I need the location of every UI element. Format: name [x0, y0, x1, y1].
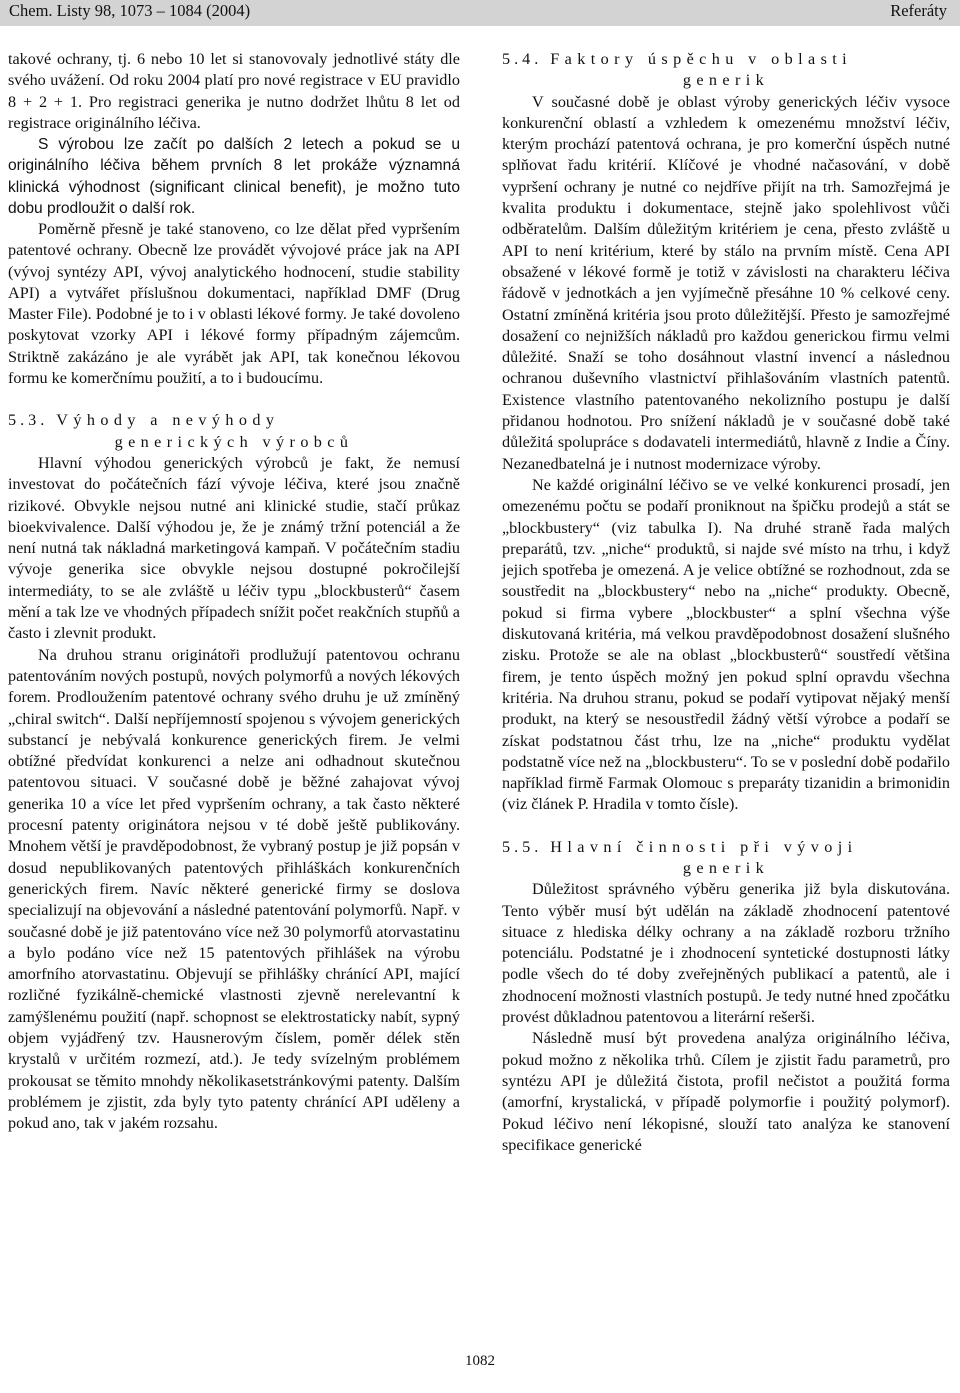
section-label: Referáty: [890, 1, 947, 20]
section-heading-5-5: [502, 837, 950, 880]
heading-line: Výhody a nevýhody: [56, 411, 280, 430]
journal-citation: Chem. Listy 98, 1073 – 1084 (2004): [9, 1, 251, 20]
heading-line: Hlavní činnosti při vývoji: [550, 837, 858, 856]
heading-line: generických výrobců: [114, 432, 354, 451]
paragraph: Poměrně přesně je také stanoveno, co lze dělat před vypršením patentové ochrany. Obecně lze provádět vývojové práce jak na API (vývoj syntézy API, vývoj analytického hodnocení, studie stability API) a vytvářet příslušnou dokumentaci, například DMF (Drug Master File). Podobné je to i v oblasti lékové formy. Je také dovoleno poskytovat vzorky API i lékové formy případným zájemcům. Striktně zakázáno je ale vyrábět jak API, tak konečnou lékovou formu ke komerčnímu použití, a to i budoucímu.: [8, 220, 460, 388]
right-column: [502, 49, 950, 1156]
section-number: 5.3.: [8, 411, 49, 430]
paragraph: V současné době je oblast výroby generických léčiv vysoce konkurenční oblastí a vzhledem k omezenému množství léčiv, kterým prochází patentová ochrana, je pro komerční úspěch nutné splňovat řadu kritérií. Klíčové je vhodné načasování, v době vypršení ochrany je nutné co nejdříve přijít na trh. Samozřejmá je kvalita produktu i dokumentace, stejně jako spolehlivost vůči odběratelům. Dalším důležitým kritériem je cena, přesto zvláště u API to není kritérium, které by stálo na prvním místě. Cena API obsažené v lékové formě je totiž v závislosti na charakteru léčiva řádově v jednotkách a jen vyjímečně přesáhne 10 % celkové ceny. Ostatní zmíněná kritéria jsou proto důležitější. Přesto je samozřejmé dosažení co nejnižších nákladů pro každou generickou firmu velmi důležité. Snaží se toho dosáhnout vlastní invencí a následnou ochranou duševního vlastnictví přihlašováním vlastních patentů. Existence vlastního patentovaného nekolizního postupu je další přidanou hodnotou. Pro snížení nákladů je v současné době také důležitá spolupráce s dodavateli intermediátů, hlavně z Indie a Číny. Nezanedbatelná je i nutnost modernizace výroby.: [502, 92, 950, 473]
section-number: 5.5.: [502, 837, 543, 856]
section-heading-5-4: [502, 49, 950, 92]
page-number: 1082: [465, 1353, 495, 1369]
paragraph: Hlavní výhodou generických výrobců je fakt, že nemusí investovat do počátečních fází vývoje léčiva, které jsou značně rizikové. Obvykle nejsou nutné ani klinické studie, stačí průkaz bioekvivalence. Další výhodou je, že je známý tržní potenciál a že není nutná tak nákladná marketingová kampaň. V počátečním stadiu vývoje generika sice obvykle nejsou dostupné pokročilejší intermediáty, to se ale zvláště u léčiv typu „blockbusterů“ časem mění a tak lze ve vhodných případech snížit počet reakčních stupňů a často i zlevnit produkt.: [8, 453, 460, 643]
left-column: [8, 49, 460, 1134]
paragraph: takové ochrany, tj. 6 nebo 10 let si stanovovaly jednotlivé státy dle svého uvážení. Od roku 2004 platí pro nové registrace v EU pravidlo 8 + 2 + 1. Pro registraci generika je nutno dodržet lhůtu 8 let od registrace originálního léčiva.: [8, 50, 460, 132]
paragraph: Následně musí být provedena analýza originálního léčiva, pokud možno z několika trhů. Cílem je zjistit řadu parametrů, pro syntézu API je důležitá čistota, profil nečistot a použitá forma (amorfní, krystalická, v případě polymorfie i použitý polymorf). Pokud léčivo není lékopisné, slouží tato analýza ke stanovení specifikace generické: [502, 1029, 950, 1154]
heading-line: Faktory úspěchu v oblasti: [550, 50, 853, 68]
section-heading-5-3: [8, 410, 460, 453]
heading-line: generik: [682, 71, 770, 90]
paragraph: Důležitost správného výběru generika již byla diskutována. Tento výběr musí být udělán na základě zhodnocení patentové situace z hlediska délky ochrany a na základě rozboru tržního potenciálu. Podstatné je i zhodnocení syntetické dostupnosti látky podle všech do té doby zveřejněných publikací a patentů, ale i zhodnocení možnosti vlastních postupů. Je tedy nutné hned zpočátku provést důkladnou patentovou a literární rešerši.: [502, 880, 950, 1027]
section-number: 5.4.: [502, 50, 543, 68]
paragraph: S výrobou lze začít po dalších 2 letech a pokud se u originálního léčiva během prvních 8 let prokáže významná klinická výhodnost (significant clinical benefit), je možno tuto dobu prodloužit o další rok.: [8, 136, 460, 217]
heading-line: generik: [682, 858, 770, 877]
running-header: [0, 0, 960, 26]
paragraph: Ne každé originální léčivo se ve velké konkurenci prosadí, jen omezenému počtu se podaří proniknout na špičku prodejů a stát se „blockbustery“ (viz tabulka I). Na druhé straně řada malých preparátů, tzv. „niche“ produktů, si najde své místo na trhu, i když jejich spotřeba je omezená. A je velice obtížné se rozhodnout, zda se soustředit na „blockbustery“ nebo na „niche“ produkty. Obecně, pokud si firma vybere „blockbuster“ a splní všechna výše diskutovaná kritéria, má velkou pravděpodobnost dosažení slušného zisku. Protože se ale na oblast „blockbusterů“ soustředí většina firem, je tento úspěch možný jen pokud splní opravdu všechna kritéria. Na druhou stranu, pokud se podaří vytipovat nějaký menší produkt, na který se nesoustředil žádný větší výrobce a podaří se získat podstatnou část trhu, lze na „niche“ produktu vydělat podstatně více než na „blockbusteru“. To se v poslední době podařilo například firmě Farmak Olomouc s preparáty tizanidin a brimonidin (viz článek P. Hradila v tomto čísle).: [502, 475, 950, 814]
paragraph: Na druhou stranu originátoři prodlužují patentovou ochranu patentováním nových postupů, nových polymorfů a nových lékových forem. Prodloužením patentové ochrany svého druhu je už zmíněný „chiral switch“. Další nepříjemností spojenou s vývojem generických substancí je nebývalá konkurence generických firem. Je velmi obtížné předvídat konkurenci a nelze ani odhadnout skutečnou patentovou situaci. V současné době je běžné zahajovat vývoj generika 10 a více let před vypršením ochrany, a tak často některé procesní patenty originátora nejsou v té době ještě publikovány. Mnohem větší je pravděpodobnost, že vybraný postup je již popsán v dosud nepublikovaných patentových přihláškách konkurenčních generických firem. Navíc některé generické firmy se doslova specializují na objevování a následné patentování polymorfů. Např. v současné době je již patentováno více než 30 polymorfů atorvastatinu a bylo podáno více než 15 patentových přihlášek na výrobu amorfního atorvastatinu. Objevují se přihlášky chránící API, mající rozličné fyzikálně-chemické vlastnosti zjevně nerelevantní k zamýšlenému použití (např. schopnost se elektrostaticky nabít, sypný objem vyjádřený tzv. Hausnerovým číslem, poměr délek stěn krystalů v určitém rozmezí, atd.). Je tedy svízelným problémem prokousat se těmito mnohdy několikasetstránkovými patenty. Dalším problémem je zjistit, zda byly tyto patenty chránící API uděleny a pokud ano, tak v jakém rozsahu.: [8, 645, 460, 1133]
